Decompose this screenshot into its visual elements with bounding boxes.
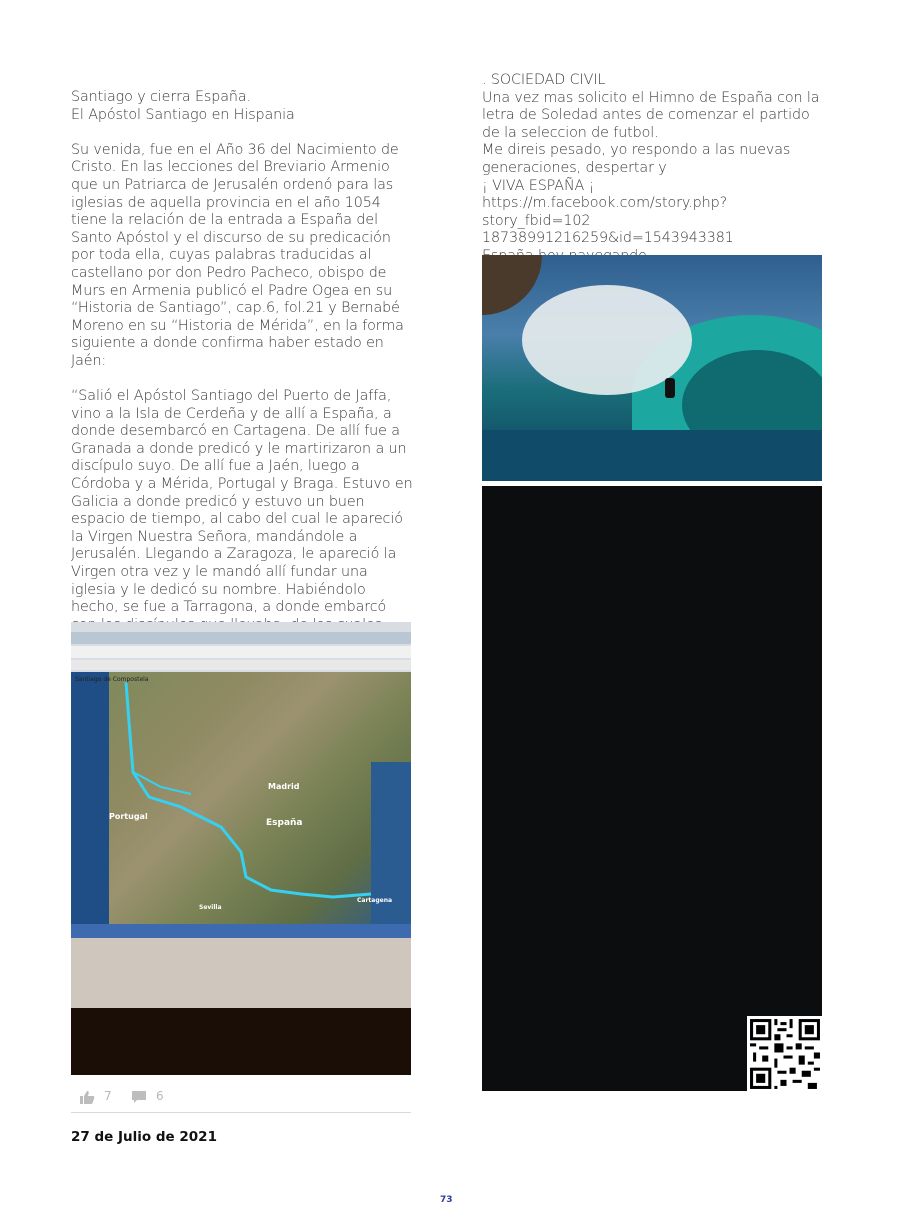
map-label-cartagena: Cartagena xyxy=(357,897,393,904)
route-line xyxy=(71,622,411,944)
map-label-madrid: Madrid xyxy=(268,782,300,791)
qr-code[interactable] xyxy=(747,1016,823,1092)
map-label-sevilla: Sevilla xyxy=(199,904,222,911)
map-label-santiago: Santiago de Compostela xyxy=(75,676,149,683)
divider xyxy=(71,1112,411,1113)
rock xyxy=(482,255,542,315)
os-taskbar xyxy=(71,924,411,938)
map-label-espana: España xyxy=(266,818,303,828)
likes-count: 7 xyxy=(104,1089,112,1103)
comments-count: 6 xyxy=(156,1089,164,1103)
sociedad-civil-text: . SOCIEDAD CIVIL Una vez mas solicito el Himno de España con la letra de Soledad antes de comenzar el partido de la seleccion de futbol. Me direis pesado, yo respondo a las nuevas generaciones, despertar y ¡ VIVA ESPAÑA ¡ https://m.facebook.com/story.php?story_fbid=102 18738991216259&id=1543943381 xyxy=(482,72,820,247)
article-paragraph-1: Su venida, fue en el Año 36 del Nacimiento de Cristo. En las lecciones del Breviario Armenio que un Patriarca de Jerusalén ordenó para las iglesias de aquella provincia en el año 1054 tiene la relación de la entrada a España del Santo Apóstol y el discurso de su predicación por toda ella, cuyas palabras traducidas al castellano por don Pedro Pacheco, obispo de Murs en Armenia publicó el Padre Ogea en su “Historia de Santiago”, cap.6, fol.21 y Bernabé Moreno en su “Historia de Mérida”, en la forma siguiente a donde confirma haber estado en Jaén: xyxy=(71,141,404,369)
article-intro: Santiago y cierra España. El Apóstol Santiago en Hispania xyxy=(71,89,295,123)
sea-surface xyxy=(482,430,822,481)
left-article-column xyxy=(71,89,413,652)
thumbs-up-icon[interactable] xyxy=(79,1090,95,1104)
qr-code-icon xyxy=(747,1016,823,1092)
monitor-bezel xyxy=(71,938,411,1008)
right-article-column xyxy=(482,72,822,266)
page-number: 73 xyxy=(440,1195,453,1205)
post-date: 27 de Julio de 2021 xyxy=(71,1129,217,1145)
dark-photo xyxy=(482,486,822,1091)
map-label-portugal: Portugal xyxy=(109,812,148,821)
map-screen-photo xyxy=(71,622,411,1075)
article-paragraph-2: “Salió el Apóstol Santiago del Puerto de Jaffa, vino a la Isla de Cerdeña y de allí a España, a donde desembarcó en Cartagena. De allí fue a Granada a donde predicó y le martirizaron a un discípulo suyo. De allí fue a Jaén, luego a Córdoba y a Mérida, Portugal y Braga. Estuvo en Galicia a donde predicó y estuvo un buen espacio de tiempo, al cabo del cual le apareció la Virgen Nuestra Señora, mandándole a Jerusalén. Llegando a Zaragoza, le apareció la Virgen otra vez y le mandó allí fundar una iglesia y le dedicó su nombre. Habiéndolo hecho, se fue a Tarragona, a donde embarcó xyxy=(71,388,413,616)
surf-wave-photo xyxy=(482,255,822,481)
surfer xyxy=(665,378,675,398)
comment-icon[interactable] xyxy=(131,1090,147,1104)
